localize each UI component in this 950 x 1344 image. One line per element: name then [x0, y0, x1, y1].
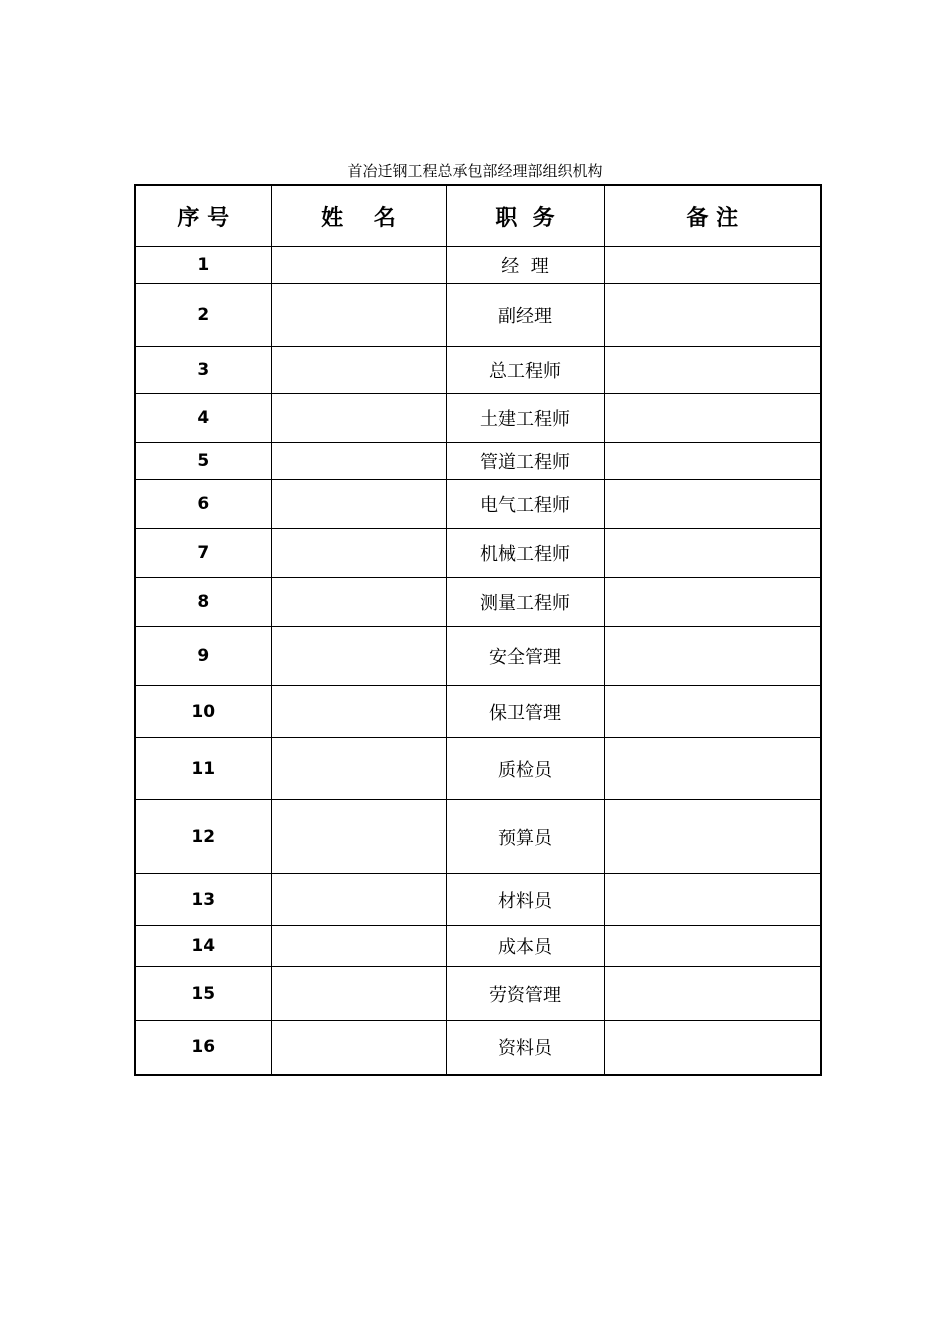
row-position: 总工程师	[446, 347, 604, 394]
row-position: 保卫管理	[446, 686, 604, 738]
row-name	[271, 1021, 446, 1075]
row-position: 土建工程师	[446, 394, 604, 443]
row-name	[271, 443, 446, 480]
row-remark	[604, 800, 821, 874]
table-row	[135, 926, 821, 967]
row-remark	[604, 529, 821, 578]
table-row	[135, 1021, 821, 1075]
row-seq: 8	[135, 578, 271, 627]
row-seq: 16	[135, 1021, 271, 1075]
row-position: 安全管理	[446, 627, 604, 686]
row-seq: 13	[135, 874, 271, 926]
row-remark	[604, 967, 821, 1021]
header-seq: 序 号	[135, 185, 271, 247]
row-name	[271, 347, 446, 394]
table-row	[135, 443, 821, 480]
row-remark	[604, 347, 821, 394]
row-seq: 10	[135, 686, 271, 738]
row-position: 成本员	[446, 926, 604, 967]
row-name	[271, 247, 446, 284]
row-position: 劳资管理	[446, 967, 604, 1021]
row-position: 经 理	[446, 247, 604, 284]
row-position: 质检员	[446, 738, 604, 800]
row-name	[271, 394, 446, 443]
row-remark	[604, 443, 821, 480]
header-position: 职 务	[446, 185, 604, 247]
row-name	[271, 578, 446, 627]
row-name	[271, 686, 446, 738]
row-seq: 11	[135, 738, 271, 800]
table-row	[135, 529, 821, 578]
row-seq: 6	[135, 480, 271, 529]
row-name	[271, 738, 446, 800]
table-row	[135, 738, 821, 800]
row-position: 电气工程师	[446, 480, 604, 529]
row-position: 管道工程师	[446, 443, 604, 480]
row-remark	[604, 247, 821, 284]
table-row	[135, 800, 821, 874]
row-seq: 15	[135, 967, 271, 1021]
table-row	[135, 247, 821, 284]
row-position: 资料员	[446, 1021, 604, 1075]
row-remark	[604, 627, 821, 686]
table-row	[135, 627, 821, 686]
row-remark	[604, 874, 821, 926]
row-remark	[604, 578, 821, 627]
row-remark	[604, 686, 821, 738]
row-remark	[604, 738, 821, 800]
row-remark	[604, 480, 821, 529]
row-seq: 14	[135, 926, 271, 967]
table-row	[135, 686, 821, 738]
header-row	[135, 185, 821, 247]
row-position: 预算员	[446, 800, 604, 874]
row-name	[271, 874, 446, 926]
row-name	[271, 627, 446, 686]
organization-table	[134, 184, 822, 1076]
row-remark	[604, 284, 821, 347]
table-row	[135, 967, 821, 1021]
row-seq: 3	[135, 347, 271, 394]
row-position: 机械工程师	[446, 529, 604, 578]
header-remark: 备 注	[604, 185, 821, 247]
row-seq: 7	[135, 529, 271, 578]
row-name	[271, 967, 446, 1021]
row-seq: 2	[135, 284, 271, 347]
table-row	[135, 480, 821, 529]
row-seq: 12	[135, 800, 271, 874]
row-seq: 4	[135, 394, 271, 443]
row-remark	[604, 926, 821, 967]
row-name	[271, 800, 446, 874]
row-remark	[604, 394, 821, 443]
row-name	[271, 529, 446, 578]
row-seq: 9	[135, 627, 271, 686]
table-row	[135, 874, 821, 926]
document-title: 首冶迁钢工程总承包部经理部组织机构	[347, 162, 603, 180]
table-row	[135, 578, 821, 627]
table-row	[135, 347, 821, 394]
row-seq: 1	[135, 247, 271, 284]
row-seq: 5	[135, 443, 271, 480]
row-name	[271, 480, 446, 529]
row-position: 材料员	[446, 874, 604, 926]
row-name	[271, 284, 446, 347]
row-position: 副经理	[446, 284, 604, 347]
row-name	[271, 926, 446, 967]
table-row	[135, 394, 821, 443]
table-row	[135, 284, 821, 347]
row-position: 测量工程师	[446, 578, 604, 627]
row-remark	[604, 1021, 821, 1075]
header-name: 姓 名	[271, 185, 446, 247]
